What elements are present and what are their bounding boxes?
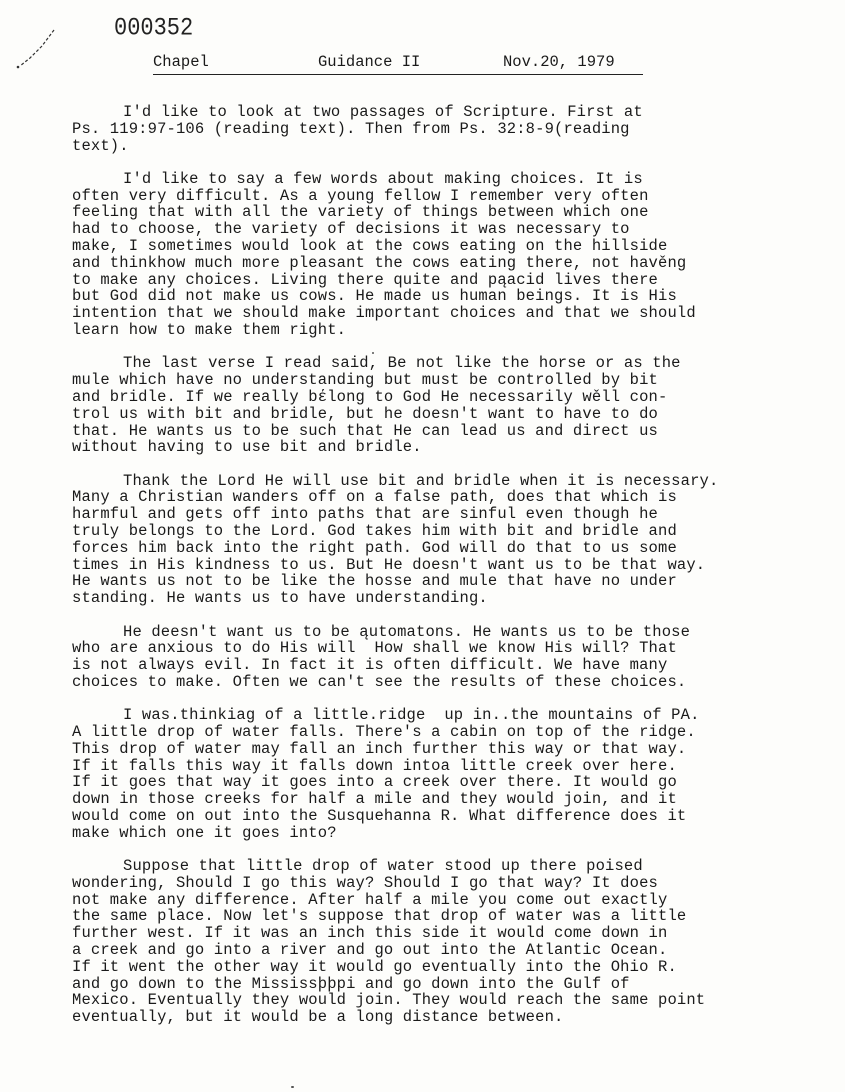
text-line: The last verse I read said, Be not like the horse or as the (123, 354, 681, 373)
text-line: make which one it goes into? (72, 823, 337, 842)
paragraph-1 (72, 104, 782, 154)
text-line: a creek and go into a river and go out into the Atlantic Ocean. (72, 941, 668, 960)
text-line: the same place. Now let's suppose that drop of water was a little (72, 907, 687, 926)
text-line: and bridle. If we really bέlong to God He necessarily wěll con- (72, 387, 668, 406)
text-line: wondering, Should I go this way? Should I go that way? It does (72, 873, 658, 892)
text-line: Suppose that little drop of water stood up there poised (123, 857, 643, 876)
text-line: often very difficult. As a young fellow I remember very often (72, 186, 649, 205)
header-date: Nov.20, 1979 (503, 53, 615, 71)
text-line: Mexico. Eventually they would join. They would reach the same point (72, 991, 706, 1010)
text-line: I was.thinkiag of a little.ridge up in..the mountains of PA. (123, 706, 700, 725)
text-line: without having to use bit and bridle. (72, 438, 422, 457)
text-line: down in those creeks for half a mile and they would join, and it (72, 790, 677, 809)
text-line: learn how to make them right. (72, 321, 347, 340)
text-line: harmful and gets off into paths that are sinful even though he (72, 505, 658, 524)
text-line: who are anxious to do His will How shall we know His will? That (72, 639, 677, 658)
document-header (153, 52, 643, 75)
pen-mark (14, 24, 62, 72)
scan-speck (372, 352, 374, 354)
text-line: intention that we should make important choices and that we should (72, 304, 696, 323)
text-line: Ps. 119:97-106 (reading text). Then from Ps. 32:8-9(reading (72, 119, 630, 138)
text-line: Thank the Lord He will use bit and bridle when it is necessary. (123, 471, 719, 490)
text-line: I'd like to look at two passages of Scripture. First at (123, 103, 643, 121)
text-line: would come on out into the Susquehanna R. What difference does it (72, 806, 687, 825)
text-line: trol us with bit and bridle, but he doesn't want to have to do (72, 404, 658, 423)
text-line: not make any difference. After half a mile you come out exactly (72, 890, 668, 909)
text-line: further west. If it was an inch this side it would come down in (72, 924, 668, 943)
text-line: forces him back into the right path. God will do that to us some (72, 538, 677, 557)
header-chapel: Chapel (153, 53, 209, 71)
scan-speck (291, 1086, 294, 1088)
text-line: feeling that with all the variety of things between which one (72, 203, 649, 222)
paragraph-5 (72, 624, 782, 691)
document-number: 000352 (114, 14, 194, 43)
paragraph-2 (72, 171, 782, 339)
text-line: truly belongs to the Lord. God takes him with bit and bridle and (72, 522, 677, 541)
text-line: had to choose, the variety of decisions it was necessary to (72, 220, 630, 239)
text-line: and go down to the Mississþþpi and go down into the Gulf of (72, 974, 630, 993)
paragraph-6 (72, 707, 782, 841)
paragraph-4 (72, 473, 782, 607)
text-line: If it went the other way it would go eventually into the Ohio R. (72, 957, 677, 976)
text-line: choices to make. Often we can't see the results of these choices. (72, 672, 687, 691)
text-line: that. He wants us to be such that He can lead us and direct us (72, 421, 658, 440)
text-line: text). (72, 136, 129, 155)
text-line: to make any choices. Living there quite and pąacid lives there (72, 270, 658, 289)
text-line: make, I sometimes would look at the cows eating on the hillside (72, 237, 668, 256)
text-line: but God did not make us cows. He made us human beings. It is His (72, 287, 677, 306)
text-line: mule which have no understanding but must be controlled by bit (72, 371, 658, 390)
text-line: A little drop of water falls. There's a cabin on top of the ridge. (72, 723, 696, 741)
text-line: If it falls this way it falls down intoa little creek over here. (72, 756, 677, 775)
text-line: I'd like to say a few words about making choices. It is (123, 169, 643, 188)
text-line: If it goes that way it goes into a creek over there. It would go (72, 773, 677, 792)
document-body (72, 104, 782, 1043)
text-line: eventually, but it would be a long distance between. (72, 1008, 564, 1027)
header-title: Guidance II (318, 53, 421, 71)
text-line: standing. He wants us to have understanding. (72, 589, 488, 608)
paragraph-3 (72, 355, 782, 456)
paragraph-7 (72, 858, 782, 1026)
text-line: He deesn't want us to be ąutomatons. He wants us to be those (123, 622, 691, 641)
text-line: He wants us not to be like the hosse and mule that have no under (72, 572, 677, 591)
text-line: Many a Christian wanders off on a false path, does that which is (72, 488, 677, 507)
text-line: and thinkhow much more pleasant the cows eating there, not havěng (72, 253, 687, 272)
text-line: times in His kindness to us. But He doesn't want us to be that way. (72, 555, 706, 574)
text-line: This drop of water may fall an inch further this way or that way. (72, 739, 687, 758)
text-line: is not always evil. In fact it is often difficult. We have many (72, 656, 668, 675)
